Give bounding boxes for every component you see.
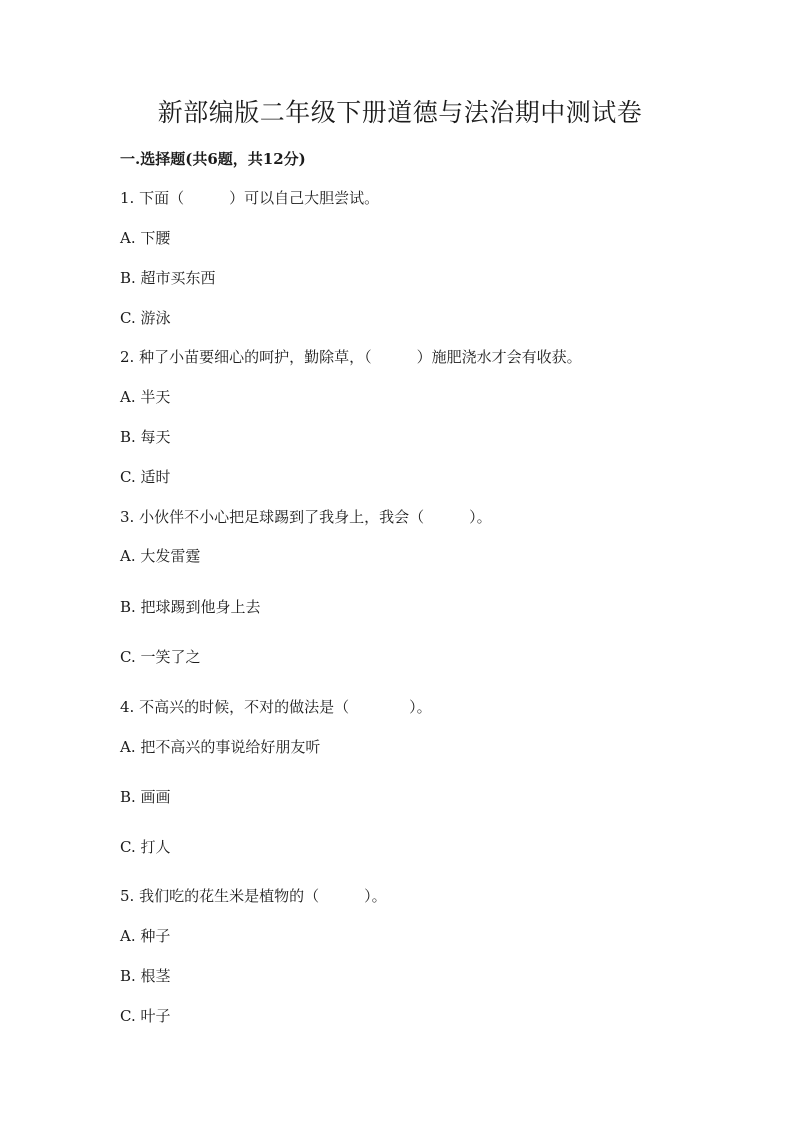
question-1-stem: 1. 下面（ ）可以自己大胆尝试。 [120, 189, 380, 207]
question-1-option-c: C. 游泳 [120, 309, 171, 327]
question-3-stem: 3. 小伙伴不小心把足球踢到了我身上，我会（ ）。 [120, 508, 492, 526]
question-2-option-a: A. 半天 [120, 388, 171, 406]
question-4-option-a: A. 把不高兴的事说给好朋友听 [120, 738, 321, 756]
section-heading: 一.选择题(共6题，共12分) [120, 150, 306, 168]
page-title: 新部编版二年级下册道德与法治期中测试卷 [157, 98, 643, 127]
question-2-stem: 2. 种了小苗要细心的呵护，勤除草，（ ）施肥浇水才会有收获。 [120, 348, 582, 366]
question-5-option-b: B. 根茎 [120, 967, 171, 985]
question-4-stem: 4. 不高兴的时候，不对的做法是（ ）。 [120, 698, 432, 716]
question-5-stem: 5. 我们吃的花生米是植物的（ ）。 [120, 887, 387, 905]
question-2-option-c: C. 适时 [120, 468, 171, 486]
question-5-option-a: A. 种子 [120, 927, 171, 945]
question-1-option-a: A. 下腰 [120, 229, 171, 247]
question-3-option-b: B. 把球踢到他身上去 [120, 598, 261, 616]
question-5-option-c: C. 叶子 [120, 1007, 171, 1025]
question-1-option-b: B. 超市买东西 [120, 269, 216, 287]
question-4-option-b: B. 画画 [120, 788, 171, 806]
question-2-option-b: B. 每天 [120, 428, 171, 446]
question-3-option-a: A. 大发雷霆 [120, 547, 201, 565]
question-3-option-c: C. 一笑了之 [120, 648, 201, 666]
question-4-option-c: C. 打人 [120, 838, 171, 856]
